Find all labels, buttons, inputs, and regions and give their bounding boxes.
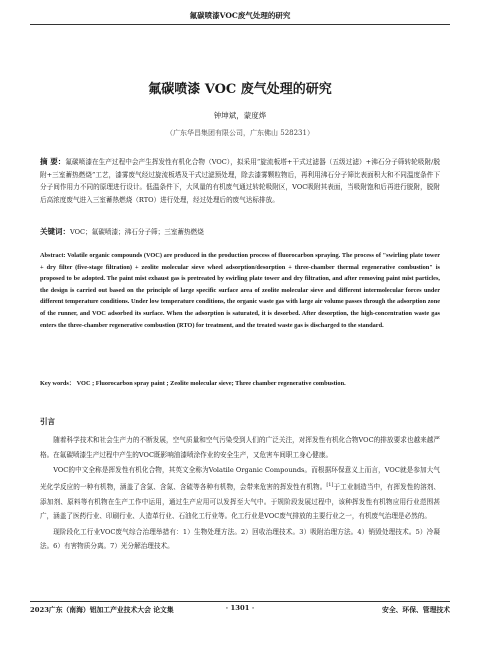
introduction-body: [40, 433, 440, 555]
paragraph: 现阶段化工行业VOC废气综合治理举措有：1）生物处理方法。2）回收治理技术。3）吸附治理方法。4）销毁处理技术。5）冷凝法。6）有害物质分离。7）光分解治理技术。: [40, 527, 440, 551]
affiliation: （广东华昌集团有限公司，广东佛山 528231）: [166, 129, 314, 137]
keywords-en-label: Key words：: [40, 380, 76, 387]
keywords-en-text: VOC ; Fluorocarbon spray paint ; Zeolite molecular sieve; Three chamber regenerative combustion.: [76, 380, 346, 387]
paragraph-text: 于工业制造当中，有挥发性的溶剂、添加剂、原料等有机物在生产工作中运用，通过生产应用可以发挥至大气中。于规阶段发展过程中，该种挥发性有机物应用行业范围甚广，涵盖了医药行业、印刷行业、人造革行业、石油化工行业等。化工行业是VOC废气排放的主要行业之一，有机废气治理是必然的。: [40, 482, 441, 521]
citation-ref: [1]: [326, 481, 334, 488]
keywords-cn-label: 关键词：: [40, 227, 70, 236]
keywords-cn-text: VOC；氟碳喷漆；沸石分子筛；三室蓄热燃烧: [70, 228, 204, 236]
keywords-cn: [40, 226, 440, 238]
abstract-en-text: Volatile organic compounds (VOC) are produced in the production process of fluorocarbon spraying. The process of "swirling plate tower + dry filter (five-stage filtration) + zeolite molecular sieve wheel adsorption/desorption + three-chamber thermal regenerative combustion" is proposed to be adopted. The paint mist exhaust gas is pretreated by swirling plate tower and dry filtration, and after removing paint mist particles, the design is carried out based on the principle of large specific surface area of zeolite molecular sieve and different intermolecular forces under different temperature conditions. Under low temperature conditions, the organic waste gas with large air volume passes through the adsorption zone of the runner, and VOC adsorbed its surface. When the adsorption is saturated, it is desorbed. After desorption, the high-concentration waste gas enters the three-chamber regenerative combustion (RTO) for treatment, and the treated waste gas is discharged to the standard.: [40, 252, 441, 329]
abstract-cn: [40, 156, 440, 206]
abstract-en-label: Abstract:: [40, 252, 66, 259]
abstract-cn-label: 摘 要：: [40, 157, 66, 166]
paragraph: [40, 463, 440, 524]
authors: 钟坤斌，蒙度烨: [213, 111, 267, 120]
section-heading-introduction: 引言: [40, 417, 55, 426]
footer-conference: 2023广东（南海）铝加工产业技术大会 论文集: [30, 606, 174, 614]
paragraph-text: VOC的中文全称是挥发性有机化合物，其英文全称为Volatile Organic Compounds。而根据环保意义上而言，VOC就是参加大气光化学反应的一种有机物，涵盖了含氯、含氮、含硫等各种有机物，会带来危害的挥发性有机物。: [40, 466, 440, 491]
footer-rule: [30, 601, 450, 602]
paper-title: 氟碳喷漆 VOC 废气处理的研究: [148, 82, 332, 97]
footer-section: 安全、环保、管理技术: [382, 606, 450, 614]
page-number: · 1301 ·: [225, 604, 255, 612]
paragraph: 随着科学技术和社会生产力的不断发展，空气质量和空气污染受到人们的广泛关注，对挥发性有机化合物VOC的排放要求也越来越严格。在氟碳喷漆生产过程中产生的VOC既影响油漆喷涂作业的安全生产，又危害车间职工身心健康。: [40, 436, 440, 459]
abstract-cn-text: 氟碳喷漆在生产过程中会产生挥发性有机化合物（VOC），拟采用“旋流板塔+干式过滤器（五级过滤）+沸石分子筛转轮吸附/脱附+三室蓄热燃烧”工艺，漆雾废气经过旋流板塔及干式过滤预处理，除去漆雾颗粒物后，再利用沸石分子筛比表面积大和不同温度条件下分子间作用力不同的原理进行设计。低温条件下，大风量的有机废气通过转轮吸附区，VOC吸附其表面，当吸附饱和后再进行脱附，脱附后高浓度废气进入三室蓄热燃烧（RTO）进行处理，经过处理后的废气达标排放。: [40, 158, 440, 204]
abstract-en: [40, 250, 440, 331]
running-header: 氟碳喷漆VOC废气处理的研究: [30, 10, 450, 25]
keywords-en: [40, 378, 440, 390]
